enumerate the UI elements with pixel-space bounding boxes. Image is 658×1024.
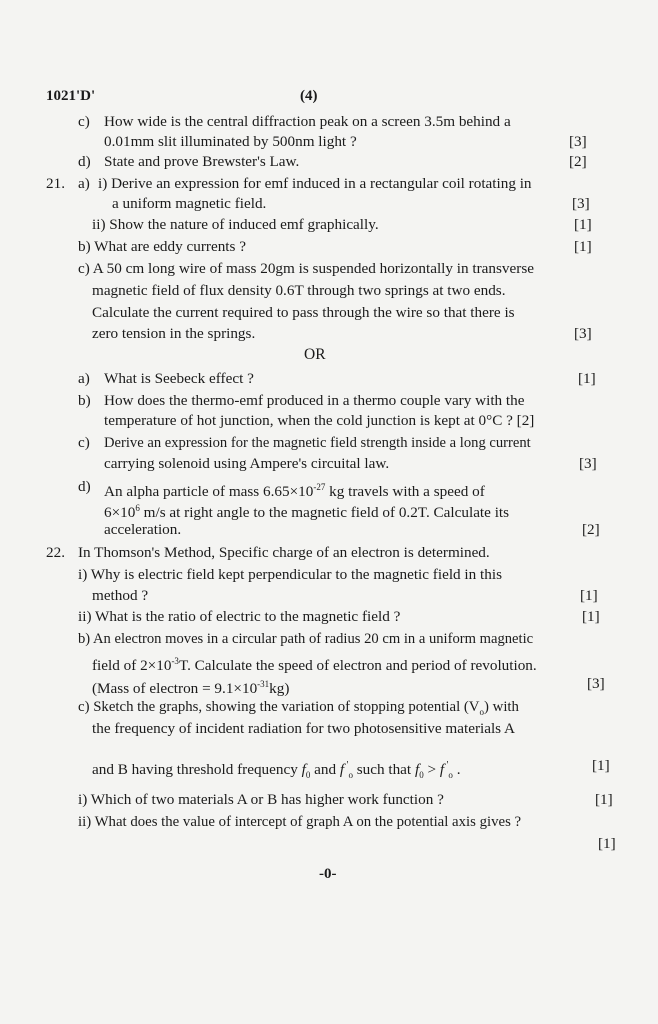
q22b-line3-exp: -31 [257, 679, 270, 689]
q20c-line1: How wide is the central diffraction peak on a screen 3.5m behind a [104, 113, 511, 130]
q21c-mark: [3] [574, 325, 592, 342]
q21-or-d-line1-exp: -27 [313, 482, 326, 492]
q20c-label: c) [78, 113, 90, 130]
q21-or-a-text: What is Seebeck effect ? [104, 370, 254, 387]
q21-or-b-label: b) [78, 392, 91, 409]
q21-or-b-line2: temperature of hot junction, when the cold junction is kept at 0°C ? [2] [104, 412, 535, 429]
q21aii-mark: [1] [574, 216, 592, 233]
paper-code: 1021'D' [46, 88, 96, 104]
q21aii-text: ii) Show the nature of induced emf graphically. [92, 216, 379, 233]
q21b-text: b) What are eddy currents ? [78, 238, 246, 255]
page-number: (4) [300, 88, 318, 104]
q22c-dot: . [452, 761, 461, 779]
q21-or-d-mark: [2] [582, 521, 600, 538]
q22cii-text: ii) What does the value of intercept of graph A on the potential axis gives ? [78, 814, 522, 830]
q22b-line1: b) An electron moves in a circular path of radius 20 cm in a uniform magnetic [78, 631, 534, 647]
q22c-f1-sub: o [348, 770, 353, 781]
q22c-gt: > [423, 761, 440, 779]
q21c-line3: Calculate the current required to pass through the wire so that there is [92, 304, 515, 321]
q22b-line3-post: kg) [269, 680, 290, 698]
q22i-mark: [1] [580, 587, 598, 604]
q22b-line2-exp: -3 [171, 656, 179, 666]
q21b-mark: [1] [574, 238, 592, 255]
q22c-f0: f [301, 761, 306, 779]
q22-intro: In Thomson's Method, Specific charge of an electron is determined. [78, 544, 490, 561]
q21ai-mark: [3] [572, 195, 590, 212]
q20d-mark: [2] [569, 153, 587, 170]
q22ci-mark: [1] [595, 791, 613, 808]
q22c-such: such that [352, 761, 415, 779]
q20c-line2: 0.01mm slit illuminated by 500nm light ? [104, 133, 357, 150]
q21-or-c-line2: carrying solenoid using Ampere's circuital law. [104, 455, 390, 472]
q22c-f1b-sub: o [448, 770, 453, 781]
q22c-line3-pre: and B having threshold frequency [92, 761, 302, 779]
q21c-line4: zero tension in the springs. [92, 325, 256, 342]
q22ii-text: ii) What is the ratio of electric to the magnetic field ? [78, 608, 401, 625]
q22i-line2: method ? [92, 587, 149, 604]
q22c-mark: [1] [592, 757, 610, 774]
q21ai-line1: i) Derive an expression for emf induced in a rectangular coil rotating in [98, 175, 532, 192]
q21-or-a-label: a) [78, 370, 90, 387]
q21-or-c-line1: Derive an expression for the magnetic field strength inside a long current [104, 435, 531, 451]
q22c-f1: f [339, 761, 345, 779]
q21a-label: a) [78, 175, 90, 192]
q21-or-a-mark: [1] [578, 370, 596, 387]
q22ii-mark: [1] [582, 608, 600, 625]
q22-number: 22. [46, 544, 65, 561]
q22cii-mark: [1] [598, 835, 616, 852]
q21-or-d-line1-pre: An alpha particle of mass 6.65×10 [104, 483, 314, 501]
q22b-line2-pre: field of 2×10 [92, 657, 172, 675]
q21-or-d-line3: acceleration. [104, 521, 182, 538]
q22ci-text: i) Which of two materials A or B has higher work function ? [78, 791, 444, 808]
q21-or-b-line1: How does the thermo-emf produced in a thermo couple vary with the [104, 392, 525, 409]
q21-number: 21. [46, 175, 65, 192]
end-mark: -0- [319, 866, 337, 882]
q22c-f0b-sub: 0 [419, 770, 424, 781]
q22c-f1-sup: ' [344, 760, 349, 771]
q22b-line3-pre: (Mass of electron = 9.1×10 [92, 680, 258, 698]
q22c-f0b: f [414, 761, 420, 779]
q22c-f0-sub: 0 [305, 770, 311, 781]
q22i-line1: i) Why is electric field kept perpendicular to the magnetic field in this [78, 566, 502, 583]
q22b-line2 [92, 651, 537, 676]
q22c-line3 [92, 756, 461, 785]
q20d-text: State and prove Brewster's Law. [104, 153, 300, 170]
q21-or-d-label: d) [78, 478, 91, 495]
q22c-line2: the frequency of incident radiation for two photosensitive materials A [92, 720, 516, 737]
q21-or-d-line1-post: kg travels with a speed of [325, 483, 485, 501]
q22b-mark: [3] [587, 675, 605, 692]
q21ai-line2: a uniform magnetic field. [112, 195, 267, 212]
or-divider: OR [304, 346, 326, 363]
q22c-and: and [310, 761, 340, 779]
q21c-line2: magnetic field of flux density 0.6T through two springs at two ends. [92, 282, 506, 299]
q21-or-c-mark: [3] [579, 455, 597, 472]
q21-or-d-line2-exp: 6 [135, 503, 140, 513]
q21c-line1: c) A 50 cm long wire of mass 20gm is suspended horizontally in transverse [78, 260, 534, 277]
q21-or-c-label: c) [78, 434, 90, 451]
q21-or-d-line2-post: m/s at right angle to the magnetic field of 0.2T. Calculate its [139, 504, 510, 522]
q20c-mark: [3] [569, 133, 587, 150]
q22b-line3 [92, 674, 289, 699]
q22c-line1-pre: c) Sketch the graphs, showing the variation of stopping potential (V [78, 699, 480, 715]
q22c-line1-sub: o [479, 706, 484, 717]
q22c-f1b-sup: ' [444, 760, 449, 771]
q21-or-d-line2-pre: 6×10 [104, 504, 136, 522]
q22c-f1b: f [439, 761, 445, 779]
q20d-label: d) [78, 153, 91, 170]
q22c-line1-post: ) with [484, 699, 519, 715]
q22b-line2-post: T. Calculate the speed of electron and period of revolution. [178, 657, 537, 675]
